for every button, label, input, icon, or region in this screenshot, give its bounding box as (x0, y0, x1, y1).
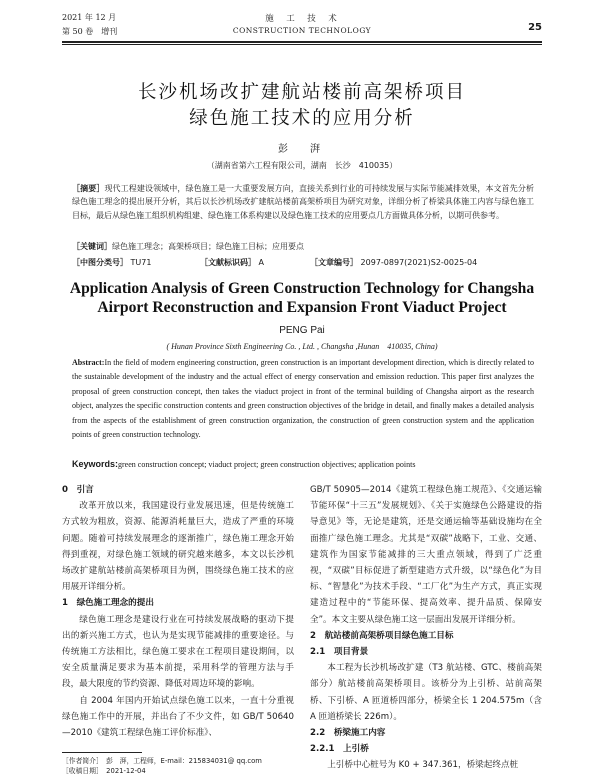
body-column-left (62, 482, 294, 741)
section-1-paragraph-1: 绿色施工理念是建设行业在可持续发展战略的驱动下提出的新兴施工方式，也认为是实现节能减排的重要途径。与传统施工方法相比，绿色施工要求在工程项目建设期间，以安全质量满足要求为基本前提，采用科学的管理方法与手段，最大限度的节约资源、降低对周边环境的影响。 (62, 614, 294, 690)
keywords-cn (72, 241, 534, 252)
body-column-right (310, 482, 542, 774)
header-rule-thick (62, 41, 542, 43)
title-cn-line1: 长沙机场改扩建航站楼前高架桥项目 (137, 82, 466, 103)
doc-label: ［文献标识码］ (200, 258, 256, 267)
section-2-2-1-heading: 2.2.1 上引桥 (310, 744, 369, 755)
keywords-en (72, 459, 534, 469)
section-1-paragraph-3: GB/T 50905—2014《建筑工程绿色施工规范》、《交通运输节能环保“十三五”发展规划》、《关于实施绿色公路建设的指导意见》等，无论是建筑，还是交通运输等基础设施均在全面推广绿色施工理念。尤其是“双碳”战略下，工业、交通、建筑作为国家节能减排的三大重点领域，得到了广泛重视，“双碳”目标促进了新型建造方式升级，以“绿色化”为目标、“智慧化”为技术手段、“工厂化”为生产方式，真正实现建造过程中的“节能环保、提高效率、提升品质、保障安全”。本文主要从绿色施工这一层面出发展开详细分析。 (310, 485, 542, 625)
abstract-cn-text: 现代工程建设领域中，绿色施工是一大重要发展方向，直接关系到行业的可持续发展与实际节能减排效果，本文首先分析绿色施工理念的提出展开分析，其后以长沙机场改扩建航站楼前高架桥项目为研究对象，详细分析了桥梁具体施工内容与绿色施工目标，最后从绿色施工组织机构组建、绿色施工体系构建以及绿色施工技术的应用要点几方面做具体分析，以期可供参考。 (72, 184, 535, 220)
header-rule-thin (62, 44, 542, 45)
affiliation-cn: （湖南省第六工程有限公司，湖南 长沙 410035） (206, 161, 398, 170)
abstract-en-text: In the field of modern engineering construction, green construction is an important development direction, which is directly related to the sustainable development of the industry and the actual effect of energy conservation and emission reduction. This paper first analyzes the proposal of green construction concept, then takes the viaduct project in front of the terminal building of Changsha airport as the research object, analyzes the specific construction contents and green construction objectives of the bridge in detail, and finally makes a detailed analysis from the aspects of the establishment of green construction organization, the construction of green construction system and the application points of green construction technology. (72, 358, 534, 440)
section-2-1-paragraph: 本工程为长沙机场改扩建（T3 航站楼、GTC、楼前高架部分）航站楼前高架桥项目。该桥分为上引桥、站前高架桥、下引桥、A 匝道桥四部分，桥梁全长 1 204.575m（含 A 匝道桥梁长 226m）。 (310, 663, 542, 722)
keywords-en-text: green construction concept; viaduct project; green construction objectives; application points (118, 460, 416, 469)
clc-code (72, 257, 151, 268)
issue-date: 2021 年 12 月 (62, 13, 117, 22)
footnote-received-date: ［收稿日期］ 2021-12-04 (62, 767, 146, 775)
abstract-en-label: Abstract: (72, 358, 105, 367)
section-0-heading: 0 引言 (62, 485, 94, 495)
keywords-en-label: Keywords: (72, 459, 119, 469)
journal-name-en: CONSTRUCTION TECHNOLOGY (232, 26, 372, 35)
footnote-author-info: ［作者简介］ 彭 湃，工程师，E-mail：215834031@ qq.com (62, 757, 262, 765)
title-en-line2: Airport Reconstruction and Expansion Front Viaduct Project (97, 299, 507, 316)
clc-label: ［中图分类号］ (72, 258, 128, 267)
section-2-2-1-paragraph: 上引桥中心桩号为 K0 + 347.361，桥梁起终点桩 (327, 760, 519, 771)
art-label: ［文章编号］ (310, 258, 358, 267)
section-1-heading: 1 绿色施工理念的提出 (62, 598, 154, 609)
section-1-paragraph-2: 自 2004 年国内开始试点绿色施工以来，一直十分重视绿色施工作中的开展，并出台了不少文件，如 GB/T 50640—2010《建筑工程绿色施工评价标准》、 (62, 695, 294, 739)
section-2-1-heading: 2.1 项目背景 (310, 647, 369, 658)
running-header (62, 12, 542, 40)
title-en-line1: Application Analysis of Green Construction Technology for Changsha (69, 280, 535, 297)
section-0-paragraph: 改革开放以来，我国建设行业发展迅速，但是传统施工方式较为粗放，资源、能源消耗量巨大，造成了严重的环境问题。随着可持续发展理念的逐渐推广，绿色施工理念开始得到重视，对绿色施工领域的研究越来越多，本文以长沙机场改扩建航站楼前高架桥项目为例，围绕绿色施工技术的应用展开详细分析。 (62, 501, 294, 593)
footnote-rule (62, 752, 142, 753)
keywords-cn-label: ［关键词］ (72, 242, 112, 251)
section-2-heading: 2 航站楼前高架桥项目绿色施工目标 (310, 630, 454, 641)
doc-code (200, 257, 264, 268)
page-number: 25 (528, 22, 542, 33)
journal-name-cn: 施 工 技 术 (265, 14, 339, 24)
affiliation-en: ( Hunan Province Sixth Engineering Co. , Ltd. , Changsha ,Hunan 410035, China) (166, 342, 438, 351)
volume-info: 第 50 卷 增刊 (62, 27, 118, 36)
section-2-2-heading: 2.2 桥梁施工内容 (310, 728, 386, 739)
title-cn-line2: 绿色施工技术的应用分析 (189, 108, 415, 129)
clc-value: TU71 (130, 258, 152, 267)
abstract-en (72, 356, 534, 442)
art-value: 2097-0897(2021)S2-0025-04 (360, 258, 478, 267)
abstract-cn-label: ［摘要］ (72, 184, 105, 193)
abstract-cn (72, 182, 534, 222)
author-en: PENG Pai (279, 325, 325, 336)
article-number (310, 257, 477, 268)
keywords-cn-text: 绿色施工理念；高架桥项目；绿色施工目标；应用要点 (112, 242, 304, 251)
author-cn: 彭 湃 (278, 144, 326, 155)
doc-value: A (258, 258, 265, 267)
